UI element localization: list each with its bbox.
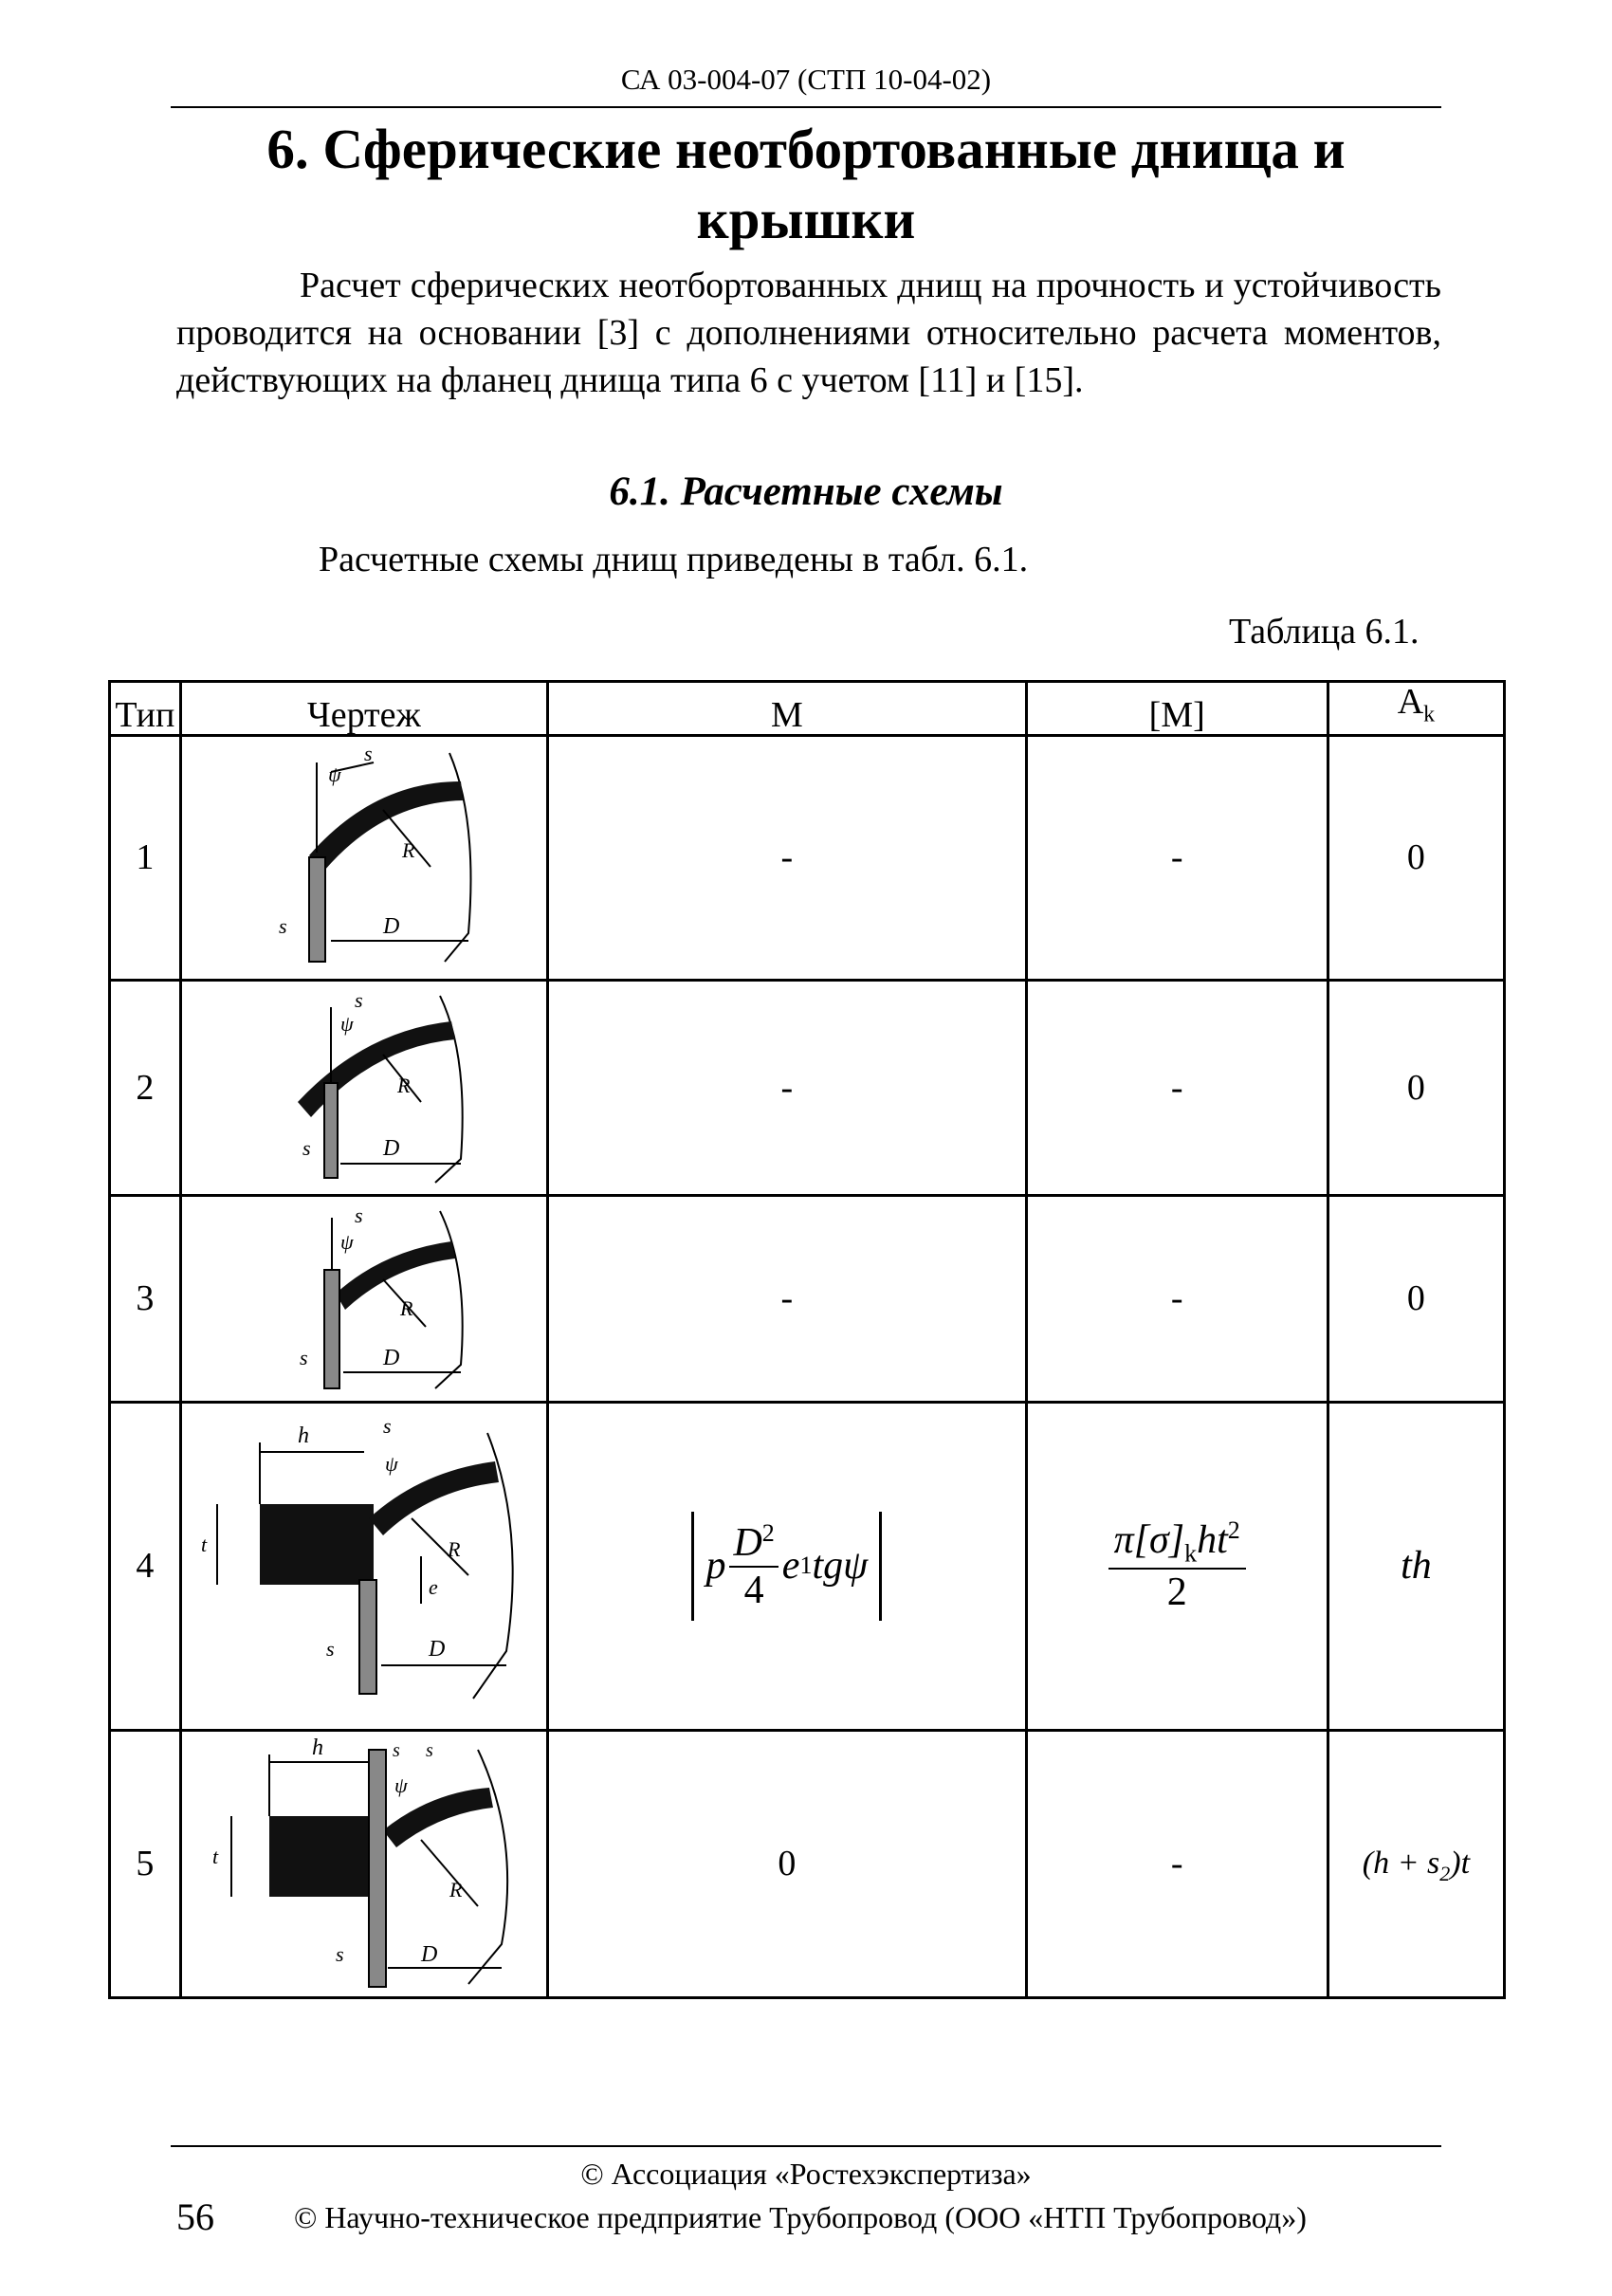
svg-text:D: D <box>382 914 400 940</box>
section-title: 6. Сферические неотбортованные днища и крышки <box>266 118 1346 250</box>
header-m-allow: [M] <box>1026 682 1328 736</box>
scheme-4-drawing <box>193 1414 535 1717</box>
page-number: 56 <box>176 2195 214 2238</box>
row-m: - <box>548 735 1027 980</box>
drawing-type-4 <box>180 1402 547 1730</box>
row-ak: 0 <box>1328 1195 1504 1402</box>
table-header-row <box>110 682 1505 736</box>
svg-text:ψ: ψ <box>394 1773 408 1798</box>
svg-text:h: h <box>311 1736 323 1761</box>
svg-text:ψ: ψ <box>339 1230 354 1255</box>
svg-text:s: s <box>325 1637 335 1662</box>
row-m-allow: - <box>1026 1195 1328 1402</box>
svg-text:ψ: ψ <box>339 1011 354 1036</box>
document-header: СА 03-004-07 (СТП 10-04-02) <box>620 63 992 96</box>
svg-text:s: s <box>354 987 363 1012</box>
footer-line-2: © Научно-техническое предприятие Трубопровод (ООО «НТП Трубопровод») <box>294 2200 1307 2234</box>
row-m: - <box>548 980 1027 1195</box>
svg-text:R: R <box>396 1073 411 1097</box>
header-rule <box>171 106 1441 108</box>
footer-rule <box>171 2145 1441 2147</box>
subsection-heading: 6.1. Расчетные схемы <box>609 469 1003 514</box>
drawing-type-5 <box>180 1730 547 1997</box>
scheme-2-drawing <box>241 988 487 1187</box>
footer-line-1: © Ассоциация «Ростехэкспертиза» <box>580 2157 1032 2191</box>
header-ak: $A_k$ <box>1328 682 1504 736</box>
svg-text:R: R <box>447 1537 461 1562</box>
svg-text:D: D <box>382 1135 400 1161</box>
svg-text:D: D <box>428 1637 446 1662</box>
svg-text:s: s <box>425 1740 433 1762</box>
svg-text:t: t <box>200 1533 208 1557</box>
schemes-table <box>108 680 1506 1999</box>
scheme-1-drawing <box>241 744 487 971</box>
row-ak: th <box>1328 1402 1504 1730</box>
svg-text:s: s <box>392 1740 400 1762</box>
svg-text:s: s <box>335 1942 344 1967</box>
table-row <box>110 1402 1505 1730</box>
scheme-5-drawing <box>193 1736 535 1992</box>
svg-text:s: s <box>278 914 287 939</box>
row-m-allow: - <box>1026 735 1328 980</box>
svg-text:h: h <box>297 1424 309 1449</box>
svg-text:t: t <box>211 1845 219 1869</box>
row-ak: 0 <box>1328 735 1504 980</box>
scheme-3-drawing <box>241 1203 487 1393</box>
drawing-type-2 <box>180 980 547 1195</box>
row-m-allow: - <box>1026 1730 1328 1997</box>
table-row <box>110 1730 1505 1997</box>
table-row <box>110 735 1505 980</box>
drawing-type-3 <box>180 1195 547 1402</box>
row-type: 4 <box>110 1402 181 1730</box>
row-type: 2 <box>110 980 181 1195</box>
svg-text:s: s <box>354 1203 363 1228</box>
svg-text:R: R <box>449 1878 463 1902</box>
row-type: 5 <box>110 1730 181 1997</box>
formula-m-row4: p $D^2$ 4 e 1 tgψ <box>548 1402 1027 1730</box>
table-row <box>110 980 1505 1195</box>
svg-text:e: e <box>428 1575 438 1600</box>
svg-text:R: R <box>399 1296 413 1321</box>
svg-text:s: s <box>299 1346 308 1370</box>
header-m: M <box>548 682 1027 736</box>
svg-text:s: s <box>382 1414 392 1439</box>
svg-text:D: D <box>382 1346 400 1371</box>
svg-text:ψ: ψ <box>327 762 341 787</box>
drawing-type-1 <box>180 735 547 980</box>
table-row <box>110 1195 1505 1402</box>
svg-text:D: D <box>420 1942 438 1968</box>
row-ak: 0 <box>1328 980 1504 1195</box>
row-type: 3 <box>110 1195 181 1402</box>
row-m: 0 <box>548 1730 1027 1997</box>
row-m: - <box>548 1195 1027 1402</box>
table-caption: Таблица 6.1. <box>1229 612 1420 652</box>
formula-m-allow-row4: $\pi[\sigma]_kht^2$ 2 <box>1026 1402 1328 1730</box>
body-paragraph: Расчет сферических неотбортованных днищ на прочность и устойчивость проводится на основании [3] с дополнениями относительно расчета моментов, действующих на фланец днища типа 6 с учетом [11] и [15]. <box>176 266 1441 400</box>
header-type: Тип <box>110 682 181 736</box>
svg-text:ψ: ψ <box>384 1452 398 1477</box>
svg-text:R: R <box>401 838 415 863</box>
svg-text:s: s <box>363 744 373 766</box>
intro-text: Расчетные схемы днищ приведены в табл. 6.1. <box>319 540 1029 579</box>
svg-text:s: s <box>302 1135 311 1160</box>
row-type: 1 <box>110 735 181 980</box>
row-m-allow: - <box>1026 980 1328 1195</box>
formula-ak-row5: $(h + s_2)t$ <box>1328 1730 1504 1997</box>
header-drawing: Чертеж <box>180 682 547 736</box>
